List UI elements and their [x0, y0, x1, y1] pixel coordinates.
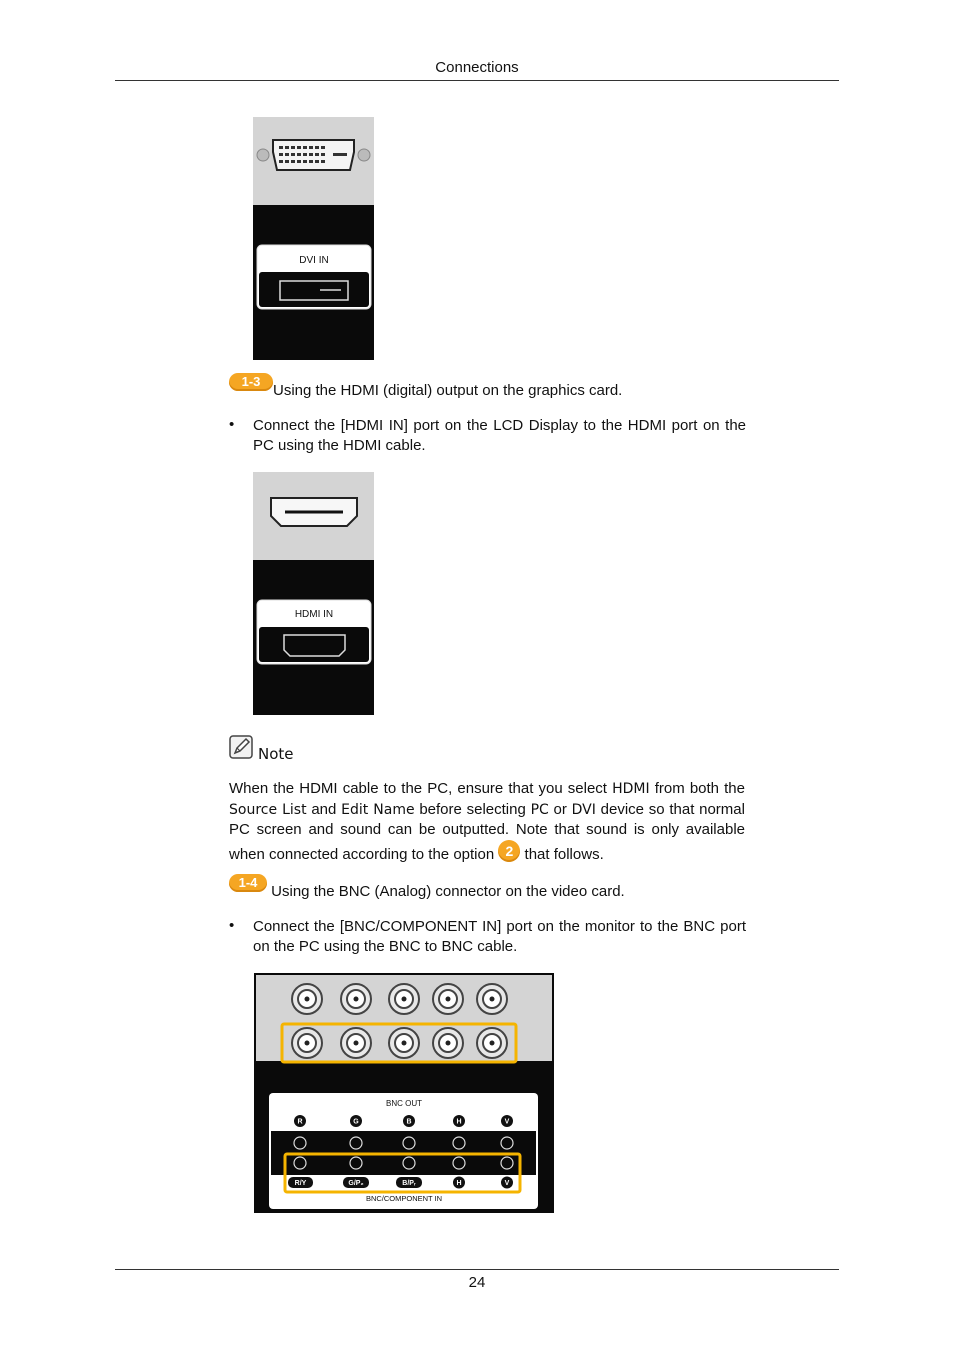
hl-edit-name: Edit Name: [341, 801, 415, 818]
bnc-in-label-gpb: G/P₂: [348, 1180, 364, 1187]
bnc-in-label-h: H: [456, 1180, 462, 1187]
option-badge-2: 2: [498, 840, 520, 862]
step-badge-1-3: 1-3: [229, 373, 273, 391]
bnc-port-illustration: [254, 973, 554, 1213]
dvi-port-illustration: [253, 117, 374, 360]
bullet-text-hdmi: Connect the [HDMI IN] port on the LCD Display to the HDMI port on the PC using the HDMI cable.: [253, 417, 746, 454]
hl-hdmi: HDMI: [612, 781, 650, 797]
bnc-component-in-label: BNC/COMPONENT IN: [365, 1194, 443, 1203]
footer-divider: [115, 1269, 839, 1270]
hl-dvi: DVI: [571, 801, 596, 818]
bnc-out-letter-g: G: [353, 1118, 359, 1126]
header-divider: [115, 80, 839, 81]
bnc-in-label-v: V: [504, 1180, 510, 1187]
hdmi-in-label: HDMI IN: [294, 609, 334, 620]
bullet-text-bnc: Connect the [BNC/COMPONENT IN] port on the monitor to the BNC port on the PC using the BNC to BNC cable.: [253, 918, 746, 955]
bnc-out-label: BNC OUT: [386, 1099, 422, 1108]
section-heading-1-3: 1-3Using the HDMI (digital) output on the graphics card.: [229, 372, 749, 392]
bnc-out-letter-h: H: [456, 1118, 462, 1126]
hl-source-list: Source List: [229, 801, 307, 818]
bnc-in-label-ry: R/Y: [294, 1180, 307, 1187]
step-badge-1-4: 1-4: [229, 874, 267, 892]
dvi-in-label: DVI IN: [299, 255, 329, 266]
section-heading-1-4: 1-4 Using the BNC (Analog) connector on the video card.: [229, 873, 749, 893]
bullet-marker: •: [229, 917, 235, 934]
note-heading: Note: [229, 735, 349, 761]
bullet-marker: •: [229, 416, 235, 433]
note-pencil-icon: [229, 735, 253, 759]
bnc-out-letter-v: V: [504, 1118, 510, 1126]
note-paragraph: When the HDMI cable to the PC, ensure that you select HDMI from both the Source List and Edit Name before selecting PC or DVI device so that normal PC screen and sound can be outputted. Note that sound is only available when connected according to the option 2 that follows.: [229, 780, 745, 863]
bnc-in-label-bpr: B/Pᵣ: [402, 1180, 416, 1187]
page-header-title: Connections: [435, 59, 519, 76]
page-number: 24: [468, 1274, 486, 1291]
hl-pc: PC: [530, 801, 549, 818]
hdmi-port-illustration: [253, 472, 374, 715]
bnc-out-letter-b: B: [406, 1118, 412, 1126]
bnc-out-letter-r: R: [297, 1118, 303, 1126]
